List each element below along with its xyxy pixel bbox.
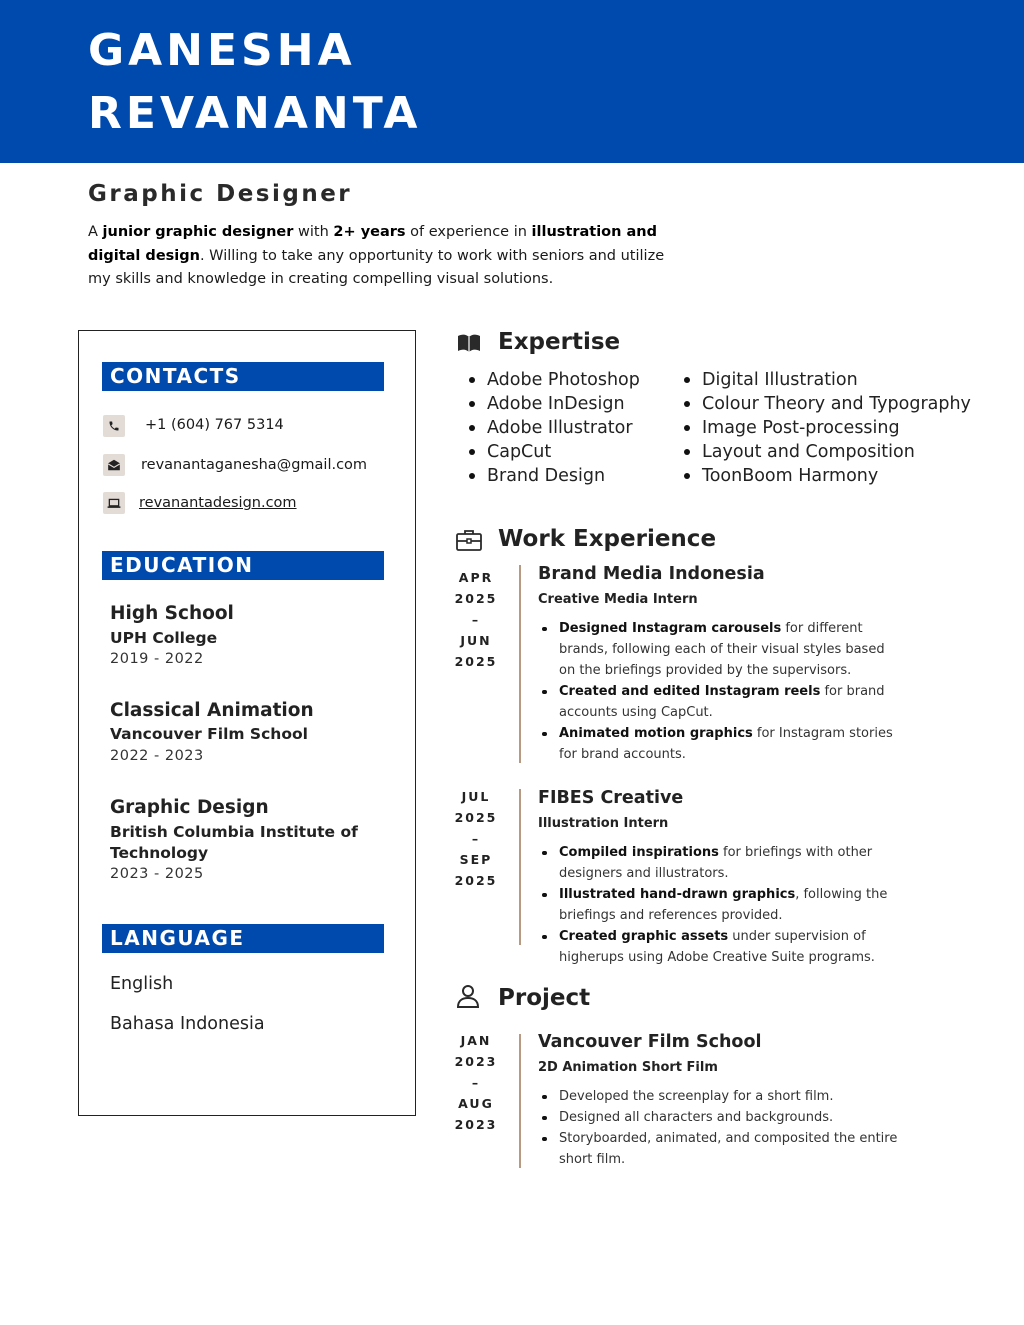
language-item: Bahasa Indonesia xyxy=(110,1014,265,1034)
expertise-item: Adobe Illustrator xyxy=(465,416,640,440)
expertise-item: Digital Illustration xyxy=(680,368,971,392)
timeline-divider xyxy=(519,1034,521,1168)
education-title: High School xyxy=(110,603,234,624)
laptop-icon xyxy=(103,492,125,514)
expertise-list-1 xyxy=(465,368,640,488)
education-years: 2019 - 2022 xyxy=(110,651,204,667)
language-heading: LANGUAGE xyxy=(102,924,384,953)
expertise-item: Image Post-processing xyxy=(680,416,971,440)
name-last: REVANANTA xyxy=(88,88,422,139)
expertise-item: Colour Theory and Typography xyxy=(680,392,971,416)
expertise-item: Adobe Photoshop xyxy=(465,368,640,392)
timeline-divider xyxy=(519,789,521,945)
expertise-list-2 xyxy=(680,368,971,488)
job-role: Creative Media Intern xyxy=(538,592,698,607)
project-subtitle: 2D Animation Short Film xyxy=(538,1060,718,1075)
contacts-heading: CONTACTS xyxy=(102,362,384,391)
education-years: 2022 - 2023 xyxy=(110,748,204,764)
header-banner xyxy=(0,0,1024,163)
job-role-title: Graphic Designer xyxy=(88,181,353,207)
phone-icon xyxy=(103,415,125,437)
job-bullet: Designed Instagram carousels for different brands, following each of their visual styles based on the briefings provided by the supervisors. xyxy=(538,618,898,681)
job-company: Brand Media Indonesia xyxy=(538,564,765,584)
work-experience-heading: Work Experience xyxy=(498,526,717,552)
job-bullet: Illustrated hand-drawn graphics, following the briefings and references provided. xyxy=(538,884,898,926)
job-company: FIBES Creative xyxy=(538,788,684,808)
education-years: 2023 - 2025 xyxy=(110,866,204,882)
job-date: APR 2025 – JUN 2025 xyxy=(454,570,498,669)
person-icon xyxy=(455,983,483,1011)
book-icon xyxy=(455,329,483,357)
job-date: JUL 2025 – SEP 2025 xyxy=(454,789,498,888)
expertise-item: Layout and Composition xyxy=(680,440,971,464)
left-column-box xyxy=(78,330,416,1116)
expertise-heading: Expertise xyxy=(498,329,621,355)
job-bullet: Created graphic assets under supervision of higherups using Adobe Creative Suite programs. xyxy=(538,926,898,968)
envelope-icon xyxy=(103,454,125,476)
contact-phone: +1 (604) 767 5314 xyxy=(145,417,284,433)
education-school: British Columbia Institute of Technology xyxy=(110,823,358,862)
expertise-item: CapCut xyxy=(465,440,640,464)
contact-email[interactable]: revanantaganesha@gmail.com xyxy=(141,457,368,473)
timeline-divider xyxy=(519,565,521,763)
education-school: Vancouver Film School xyxy=(110,725,308,743)
job-bullets xyxy=(538,618,898,765)
contact-website-link[interactable]: revanantadesign.com xyxy=(139,495,297,511)
project-title: Vancouver Film School xyxy=(538,1032,762,1052)
education-school: UPH College xyxy=(110,629,218,647)
job-bullet: Animated motion graphics for Instagram stories for brand accounts. xyxy=(538,723,898,765)
briefcase-icon xyxy=(455,526,483,554)
project-bullet: Designed all characters and backgrounds. xyxy=(538,1107,898,1128)
job-bullet: Compiled inspirations for briefings with other designers and illustrators. xyxy=(538,842,898,884)
expertise-item: Adobe InDesign xyxy=(465,392,640,416)
project-bullets xyxy=(538,1086,898,1170)
project-bullet: Storyboarded, animated, and composited the entire short film. xyxy=(538,1128,898,1170)
education-title: Classical Animation xyxy=(110,700,314,721)
language-item: English xyxy=(110,974,174,994)
job-role: Illustration Intern xyxy=(538,816,669,831)
expertise-item: ToonBoom Harmony xyxy=(680,464,971,488)
name-first: GANESHA xyxy=(88,25,356,76)
project-bullet: Developed the screenplay for a short film. xyxy=(538,1086,898,1107)
project-date: JAN 2023 – AUG 2023 xyxy=(454,1033,498,1132)
education-heading: EDUCATION xyxy=(102,551,384,580)
job-bullet: Created and edited Instagram reels for brand accounts using CapCut. xyxy=(538,681,898,723)
summary-paragraph: A junior graphic designer with 2+ years of experience in illustration and digital design. Willing to take any opportunity to work with seniors and utilize my skills and knowledge in creating compelling visual solutions. xyxy=(88,224,665,287)
project-heading: Project xyxy=(498,985,591,1011)
expertise-item: Brand Design xyxy=(465,464,640,488)
education-title: Graphic Design xyxy=(110,797,269,818)
job-bullets xyxy=(538,842,898,968)
